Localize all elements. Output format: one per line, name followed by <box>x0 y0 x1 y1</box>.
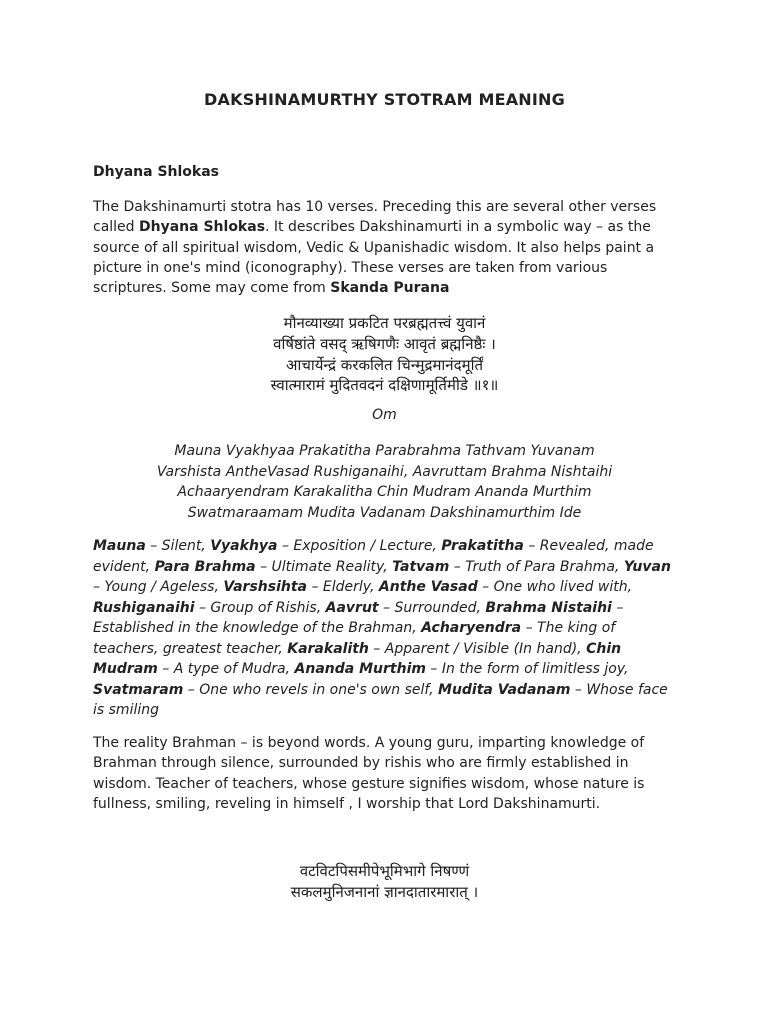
intro-bold-skanda: Skanda Purana <box>330 280 450 297</box>
glossary-def: – Exposition / Lecture, <box>281 538 442 554</box>
glossary-term: Svatmaram <box>93 681 184 698</box>
glossary-term: Aavrut <box>325 599 379 616</box>
verse1-line: स्वात्मारामं मुदितवदनं दक्षिणामूर्तिमीडे ॥१॥ <box>270 376 499 395</box>
transliteration-block <box>93 441 676 523</box>
glossary-def: – Group of Rishis, <box>198 599 326 616</box>
glossary-def: – Ultimate Reality, <box>260 558 393 575</box>
transliteration-line: Varshista AntheVasad Rushiganaihi, Aavruttam Brahma Nishtaihi <box>156 463 613 480</box>
verse2-line: वटविटपिसमीपेभूमिभागे निषण्णं <box>299 862 470 880</box>
glossary-def: – Truth of Para Brahma, <box>453 558 624 575</box>
glossary-def: – A type of Mudra, <box>162 661 295 677</box>
glossary-def: – Young / Ageless, <box>93 579 224 595</box>
glossary-def: – Established in the knowledge of the Brahman, <box>93 599 624 636</box>
glossary-term: Vyakhya <box>210 538 278 554</box>
meaning-paragraph: The reality Brahman – is beyond words. A young guru, imparting knowledge of Brahman through silence, surrounded by rishis who are firmly established in wisdom. Teacher of teachers, whose gesture signifies wisdom, whose nature is fullness, smiling, reveling in himself , I worship that Lord Dakshinamurti. <box>93 735 645 812</box>
glossary-paragraph <box>93 536 676 721</box>
glossary-term: Prakatitha <box>441 538 524 554</box>
glossary-def: – Surrounded, <box>383 599 486 616</box>
transliteration-line: Achaaryendram Karakalitha Chin Mudram Ananda Murthim <box>177 484 592 500</box>
glossary-term: Chin Mudram <box>93 640 622 677</box>
glossary-term: Karakalith <box>287 640 369 657</box>
section-heading: Dhyana Shlokas <box>93 164 220 180</box>
glossary-def: – Elderly, <box>311 579 379 595</box>
glossary-def: – Apparent / Visible (In hand), <box>373 640 587 657</box>
verse2-line: सकलमुनिजनानां ज्ञानदातारमारात् । <box>290 882 479 901</box>
page-title: DAKSHINAMURTHY STOTRAM MEANING <box>204 90 565 109</box>
intro-text-1: The Dakshinamurti stotra has 10 verses. Preceding this are several other verses called <box>93 199 657 236</box>
intro-bold-dhyana: Dhyana Shlokas <box>139 219 266 236</box>
glossary-def: – One who lived with, <box>482 579 633 595</box>
verse1-line: आचार्येन्द्रं करकलित चिन्मुद्रमानंदमूर्तिं <box>285 355 484 374</box>
glossary-term: Rushiganaihi <box>93 599 195 616</box>
glossary-def: – One who revels in one's own self, <box>187 681 439 698</box>
glossary-term: Varshsihta <box>223 579 307 595</box>
glossary-term: Yuvan <box>623 558 671 575</box>
glossary-term: Ananda Murthim <box>294 661 426 677</box>
glossary-def: – Silent, <box>150 538 211 554</box>
glossary-term: Anthe Vasad <box>378 579 478 595</box>
verse1-line: मौनव्याख्या प्रकटित परब्रह्मतत्त्वं युवानं <box>283 314 486 332</box>
verse1-line: वर्षिष्ठांते वसद् ऋषिगणैः आवृतं ब्रह्मनिष्ठैः । <box>273 334 496 353</box>
glossary-term: Para Brahma <box>154 558 256 575</box>
glossary-term: Tatvam <box>392 558 450 575</box>
glossary-term: Mudita Vadanam <box>438 681 571 698</box>
intro-paragraph <box>93 197 676 298</box>
sanskrit-verse-1 <box>93 313 676 396</box>
glossary-term: Acharyendra <box>421 620 522 636</box>
transliteration-line: Swatmaraamam Mudita Vadanam Dakshinamurthim Ide <box>187 504 582 521</box>
glossary-def: – Whose face is smiling <box>93 681 668 718</box>
glossary-term: Brahma Nistaihi <box>485 599 612 616</box>
glossary-def: – The king of teachers, greatest teacher, <box>93 620 616 657</box>
glossary-def: – Revealed, made evident, <box>93 538 654 575</box>
sanskrit-verse-2 <box>93 861 676 903</box>
glossary-term: Mauna <box>93 538 146 554</box>
glossary-def: – In the form of limitless joy, <box>430 661 629 677</box>
om-label: Om <box>372 407 397 423</box>
transliteration-line: Mauna Vyakhyaa Prakatitha Parabrahma Tathvam Yuvanam <box>174 443 595 459</box>
intro-text-2: . It describes Dakshinamurti in a symbolic way – as the source of all spiritual wisdom, Vedic & Upanishadic wisdom. It also helps paint a picture in one's mind (iconography). These verses are taken from various scriptures. Some may come from <box>93 219 655 297</box>
